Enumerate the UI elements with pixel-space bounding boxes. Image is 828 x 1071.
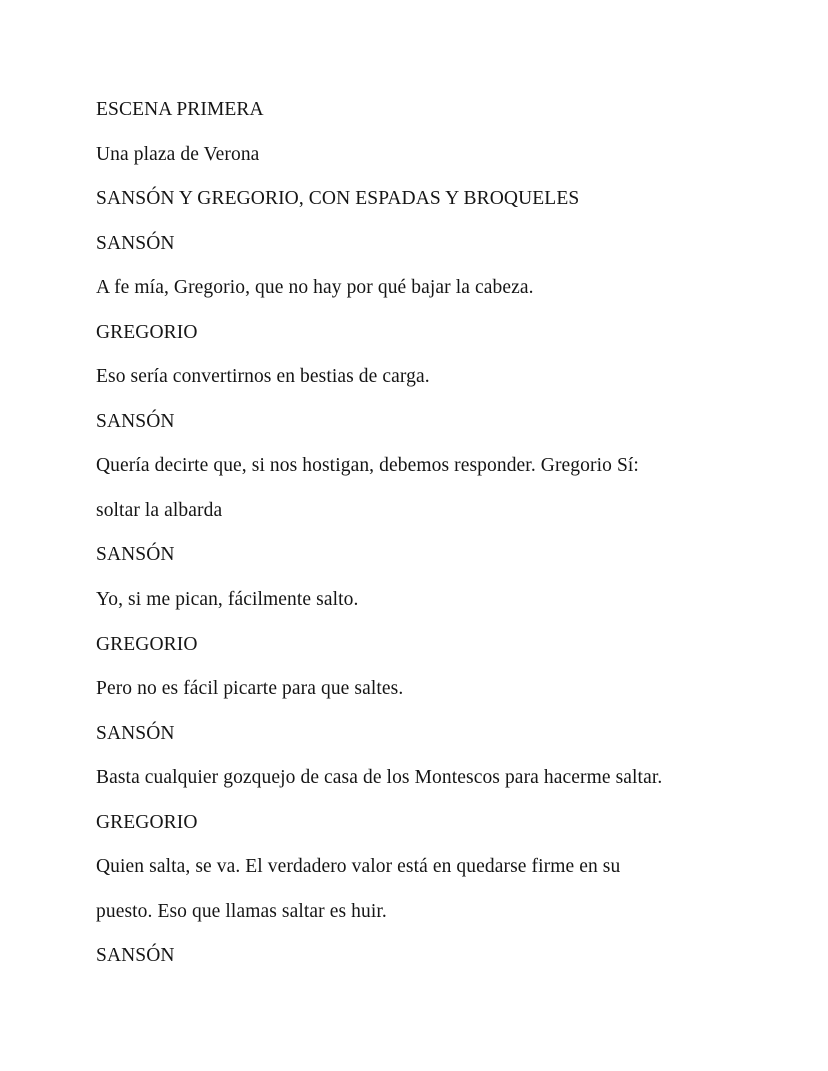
- dialogue-line: Quería decirte que, si nos hostigan, debemos responder. Gregorio Sí:: [96, 455, 639, 477]
- document-body: [96, 88, 788, 979]
- stage-direction: SANSÓN Y GREGORIO, CON ESPADAS Y BROQUELES: [96, 188, 580, 210]
- scene-heading: ESCENA PRIMERA: [96, 99, 264, 120]
- dialogue-line: A fe mía, Gregorio, que no hay por qué bajar la cabeza.: [96, 277, 534, 299]
- speaker-name: SANSÓN: [96, 544, 175, 566]
- speaker-name: SANSÓN: [96, 232, 175, 254]
- speaker-name: SANSÓN: [96, 410, 175, 432]
- dialogue-line: puesto. Eso que llamas saltar es huir.: [96, 900, 387, 922]
- speaker-name: GREGORIO: [96, 321, 198, 343]
- dialogue-line: Quien salta, se va. El verdadero valor está en quedarse firme en su: [96, 856, 621, 878]
- dialogue-line: soltar la albarda: [96, 499, 223, 521]
- dialogue-line: Eso sería convertirnos en bestias de carga.: [96, 366, 430, 388]
- speaker-name: GREGORIO: [96, 633, 198, 655]
- dialogue-line: Yo, si me pican, fácilmente salto.: [96, 589, 359, 611]
- setting-line: Una plaza de Verona: [96, 143, 260, 165]
- speaker-name: SANSÓN: [96, 945, 175, 967]
- speaker-name: SANSÓN: [96, 722, 175, 744]
- dialogue-line: Pero no es fácil picarte para que saltes.: [96, 678, 404, 700]
- speaker-name: GREGORIO: [96, 811, 198, 833]
- dialogue-line: Basta cualquier gozquejo de casa de los Montescos para hacerme saltar.: [96, 767, 663, 789]
